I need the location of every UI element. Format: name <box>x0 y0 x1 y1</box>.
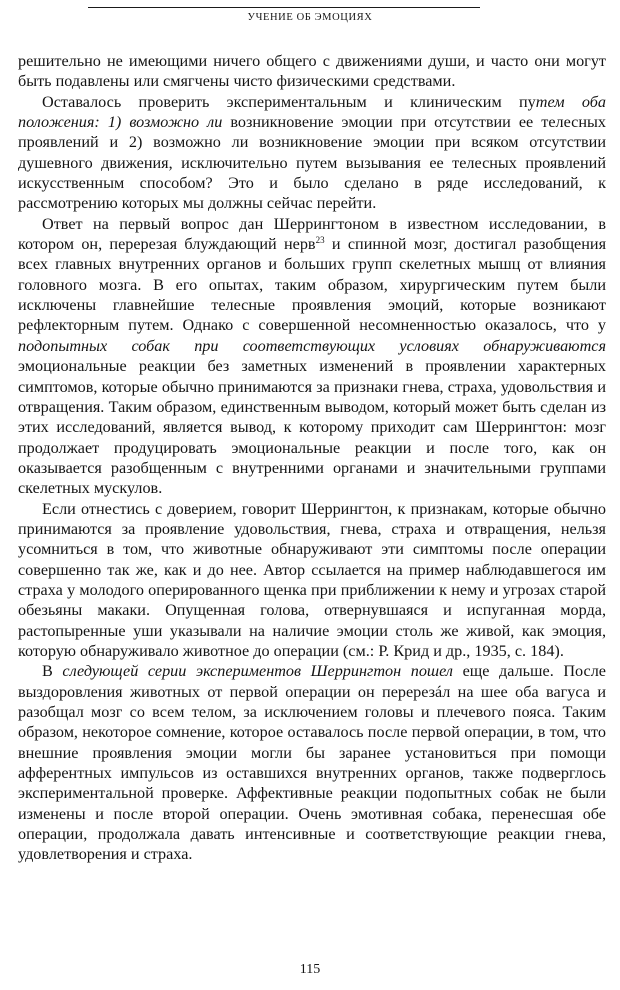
running-head: УЧЕНИЕ ОБ ЭМОЦИЯХ <box>247 12 373 23</box>
paragraph-5 <box>18 661 606 864</box>
paragraph-1 <box>18 51 606 92</box>
page-number: 115 <box>299 962 321 977</box>
paragraph-4 <box>18 499 606 662</box>
text-run: Оставалось проверить экспериментальным и клиническим пу <box>42 92 536 111</box>
paragraph-2 <box>18 92 606 214</box>
paragraph-3 <box>18 214 606 499</box>
text-run: Если отнестись с доверием, говорит Шеррингтон, к признакам, которые обычно принимаются за проявление удовольствия, гнева, страха и отвращения, нельзя усомниться в том, что животные обнаруживают эти симптомы после операции совершенно так же, как и до нее. Автор ссылается на пример наблюдавшегося им страха у молодого оперированного щенка при приближении к нему и угрозах старой обезьяны макаки. Опущенная голова, отвернувшаяся и испуганная морда, растопыренные уши указывали на наличие эмоции столь же живой, как эмоция, которую обнаруживало животное до операции (см.: Р. Крид и др., 1935, с. 184). <box>18 499 606 660</box>
text-run: возникновение эмоции при отсутствии ее телесных проявлений и 2) возможно ли возникновение эмоции при всяком отсутствии душевного движения, исключительно путем вызывания ее телесных проявлений искусственным способом? Это и было сделано в ряде исследований, к рассмотрению которых мы должны сейчас перейти. <box>18 113 606 213</box>
text-run: еще дальше. После выздоровления животных от первой операции он перерезáл на шее оба вагуса и разобщал мозг со всем телом, за исключением головы и плечевого пояса. Таким образом, некоторое сомнение, которое оставалось после первой операции, в том, что внешние проявления эмоции могли бы заранее установиться при помощи афферентных импульсов из оставшихся внутренних органов, также подверглось экспериментальной проверке. Аффективные реакции подопытных собак не были изменены и после второй операции. Очень эмотивная собака, перенесшая обе операции, продолжала давать интенсивные и соответствующие реакции гнева, удовлетворения и страха. <box>18 662 606 864</box>
text-run: подопытных собак при соответствующих условиях обнаруживаются <box>18 336 606 355</box>
text-run: решительно не имеющими ничего общего с движениями души, и часто они могут быть подавлены или смягчены чисто физическими средствами. <box>18 52 606 91</box>
text-run: тем оба положения: 1) возможно ли <box>18 92 606 132</box>
text-run: эмоциональные реакции без заметных изменений в проявлении характерных симптомов, которые обычно принимаются за признаки гнева, страха, удовольствия и отвращения. Таким образом, единственным выводом, который может быть сделан из этих исследований, является вывод, к которому приходит сам Шеррингтон: мозг продолжает продуцировать эмоциональные реакции и после того, как он оказывается разобщенным с внутренними органами и значительными группами скелетных мускулов. <box>18 357 606 498</box>
footnote-ref: 23 <box>315 235 325 246</box>
text-run: В <box>42 662 63 681</box>
header-rule <box>88 7 480 8</box>
body-text <box>18 51 606 865</box>
text-run: следующей серии экспериментов Шеррингтон пошел <box>62 662 453 681</box>
text-run: и спинной мозг, достигал разобщения всех главных внутренних органов и больших групп скелетных мышц от влияния головного мозга. В его опытах, таким образом, хирургическим путем были исключены главнейшие телесные проявления эмоций, которые возникают рефлекторным путем. Однако с совершенной несомненностью оказалось, что у <box>18 235 607 335</box>
text-run: Ответ на первый вопрос дан Шеррингтоном в известном исследовании, в котором он, перерезая блуждающий нерв <box>18 214 606 254</box>
